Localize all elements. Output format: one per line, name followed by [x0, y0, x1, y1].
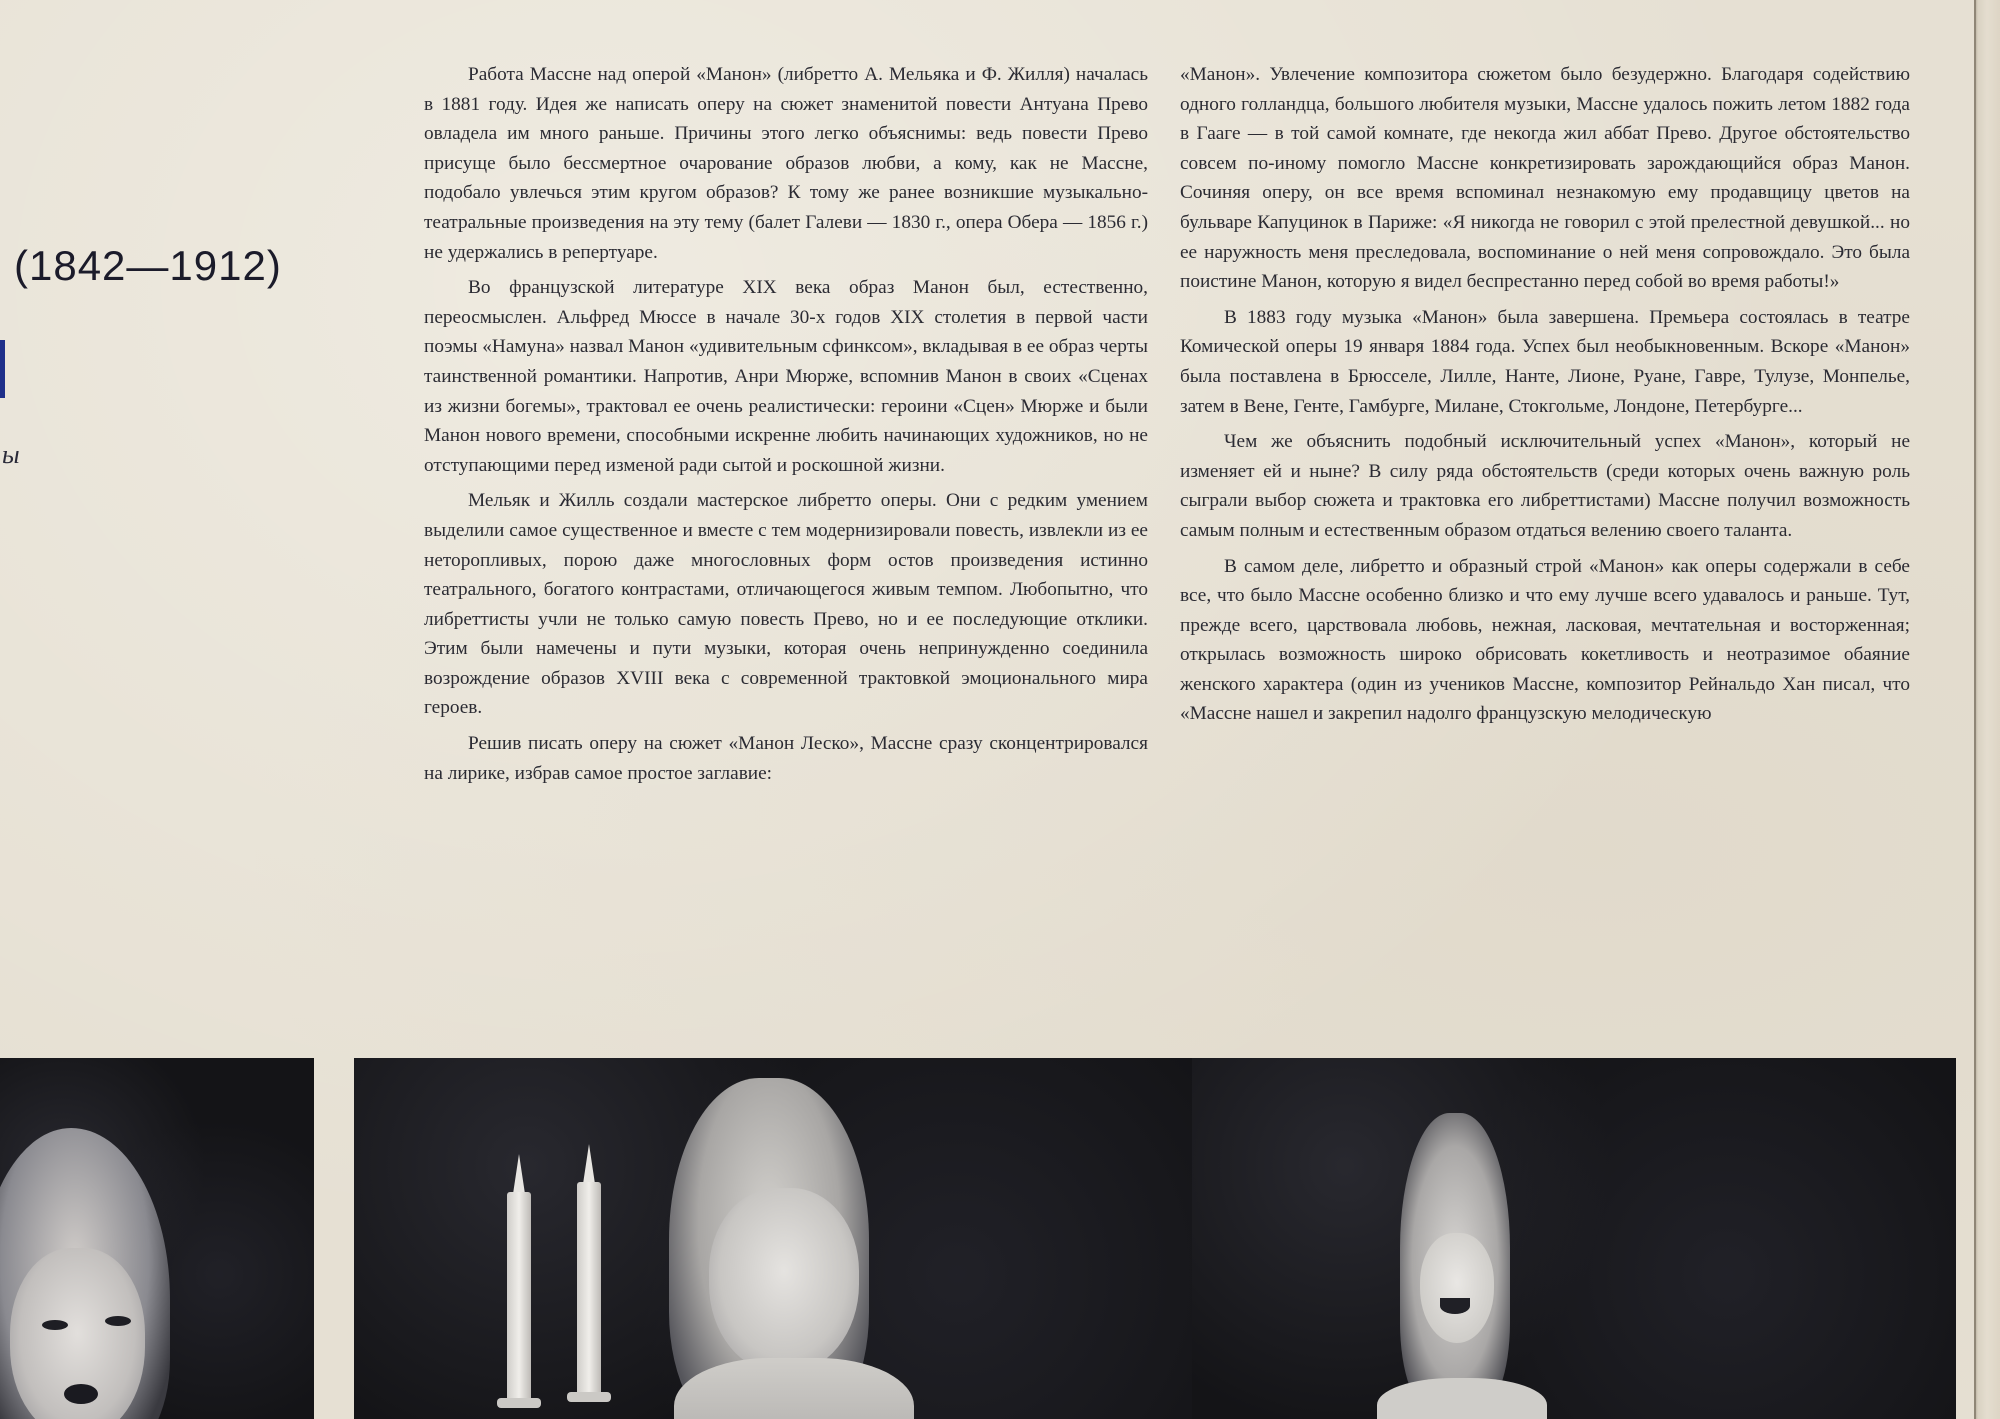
- candle-shape: [507, 1192, 531, 1402]
- article-column-middle: [424, 60, 1148, 794]
- title-bar-fragment: [0, 340, 5, 398]
- paragraph: «Манон». Увлечение композитора сюжетом было безудержно. Благодаря содействию одного голландца, большого любителя музыки, Массне удалось пожить летом 1882 года в Гааге — в той самой комнате, где некогда жил аббат Прево. Другое обстоятельство совсем по-иному помогло Массне конкретизировать зарождающийся образ Манон. Сочиняя оперу, он все время вспоминал незнакомую ему продавщицу цветов на бульваре Капуцинок в Париже: «Я никогда не говорил с этой прелестной девушкой... но ее наружность меня преследовала, воспоминание о ней меня сопровождало. Это была поистине Манон, которую я видел беспрестанно перед собой во время работы!»: [1180, 64, 1910, 293]
- candle-shape: [577, 1182, 601, 1396]
- face-shape: [709, 1188, 859, 1373]
- article-column-right: [1180, 60, 1910, 735]
- eye-shape: [42, 1320, 68, 1330]
- candle-holder: [567, 1392, 611, 1402]
- photo-singer-candles: [354, 1058, 1216, 1419]
- composer-dates: (1842—1912): [14, 242, 282, 289]
- paragraph: Мельяк и Жилль создали мастерское либретто оперы. Они с редким умением выделили самое существенное и вместе с тем модернизировали повесть, извлекли из ее неторопливых, порою даже многословных форм остов произведения истинно театрального, богатого контрастами, отличающегося живым темпом. Любопытно, что либреттисты учли не только самую повесть Прево, но и ее последующие отклики. Этим были намечены и пути музыки, которая очень непринужденно соединила возрождение образов XVIII века с современной трактовкой эмоционального мира героев.: [424, 490, 1148, 719]
- photo-singer-laughing: [1192, 1058, 1956, 1419]
- mouth-shape: [1440, 1298, 1470, 1314]
- body-shape: [1377, 1378, 1547, 1419]
- mouth-shape: [64, 1384, 98, 1404]
- eye-shape: [105, 1316, 131, 1326]
- candle-holder: [497, 1398, 541, 1408]
- photo-singer-surprised: [0, 1058, 314, 1419]
- page-fold-line: [1974, 0, 1976, 1419]
- partial-subtitle-fragment: ы: [2, 440, 20, 469]
- paragraph: Решив писать оперу на сюжет «Манон Леско», Массне сразу сконцентрировался на лирике, избрав самое простое заглавие:: [424, 733, 1148, 784]
- photo-grain: [1192, 1058, 1956, 1419]
- face-shape: [1420, 1233, 1494, 1343]
- paragraph: В самом деле, либретто и образный строй «Манон» как оперы содержали в себе все, что было Массне особенно близко и что ему лучше всего удавалось и раньше. Тут, прежде всего, царствовала любовь, нежная, ласковая, мечтательная и восторженная; открылась возможность широко обрисовать кокетливость и неотразимое обаяние женского характера (один из учеников Массне, композитор Рейнальдо Хан писал, что «Массне нашел и закрепил надолго французскую мелодическую: [1180, 555, 1910, 725]
- candle-flame-icon: [513, 1154, 525, 1194]
- candle-flame-icon: [583, 1144, 595, 1184]
- paragraph: В 1883 году музыка «Манон» была завершена. Премьера состоялась в театре Комической оперы 19 января 1884 года. Успех был необыкновенным. Вскоре «Манон» была поставлена в Брюсселе, Лилле, Нанте, Лионе, Руане, Гавре, Тулузе, Монпелье, затем в Вене, Генте, Гамбурге, Милане, Стокгольме, Лондоне, Петербурге...: [1180, 306, 1910, 417]
- page-edge: [1975, 0, 2000, 1419]
- paragraph: Во французской литературе XIX века образ Манон был, естественно, переосмыслен. Альфред Мюссе в начале 30-х годов XIX столетия в первой части поэмы «Намуна» назвал Манон «удивительным сфинксом», вкладывая в ее образ черты таинственной романтики. Напротив, Анри Мюрже, вспомнив Манон в своих «Сценах из жизни богемы», трактовал ее очень реалистически: героини «Сцен» Мюрже и были Манон нового времени, способными искренне любить начинающих художников, но не отступающими перед изменой ради сытой и роскошной жизни.: [424, 277, 1148, 476]
- paragraph: Чем же объяснить подобный исключительный успех «Манон», который не изменяет ей и ныне? В силу ряда обстоятельств (среди которых очень важную роль сыграли выбор сюжета и трактовка его либреттистами) Массне получил возможность самым полным и естественным образом отдаться велению своего таланта.: [1180, 431, 1910, 541]
- paragraph: Работа Массне над оперой «Манон» (либретто А. Мельяка и Ф. Жилля) началась в 1881 году. Идея же написать оперу на сюжет знаменитой повести Антуана Прево овладела им много раньше. Причины этого легко объяснимы: ведь повести Прево присуще было бессмертное очарование образов любви, а кому, как не Массне, подобало увлечься этим кругом образов? К тому же ранее возникшие музыкально-театральные произведения на эту тему (балет Галеви — 1830 г., опера Обера — 1856 г.) не удержались в репертуаре.: [424, 64, 1148, 263]
